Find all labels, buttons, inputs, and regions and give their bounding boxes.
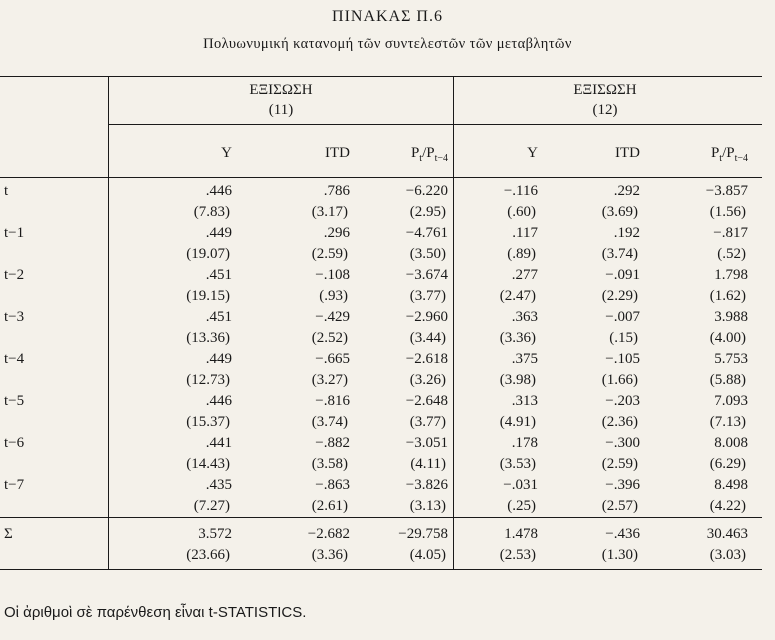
- bottom-rule: [0, 569, 762, 570]
- sum-row-coef-eq11-price: −29.758: [398, 526, 448, 542]
- table-row-6-tstat-eq11-itd: (3.58): [311, 456, 348, 472]
- table-row-5-coef-eq12-price: 7.093: [714, 393, 748, 409]
- table-row-1-coef-eq12-price: −.817: [713, 225, 748, 241]
- table-row-4-tstat-eq11-itd: (3.27): [311, 372, 348, 388]
- table-row-2-tstat-eq11-y: (19.15): [186, 288, 230, 304]
- sum-row-tstat-eq12-y: (2.53): [499, 547, 536, 563]
- column-header-eq12-price: $P_t/P_{t-4}$: [710, 145, 748, 164]
- column-header-eq11-itd: ITD: [325, 145, 350, 161]
- sum-row-tstat-eq11-price: (4.05): [409, 547, 446, 563]
- table-row-1-tstat-eq11-price: (3.50): [409, 246, 446, 262]
- table-row-6-coef-eq11-y: .441: [205, 435, 232, 451]
- table-row-3-coef-eq12-y: .363: [511, 309, 538, 325]
- table-row-4-tstat-eq11-y: (12.73): [186, 372, 230, 388]
- table-row-1-tstat-eq11-itd: (2.59): [311, 246, 348, 262]
- table-row-5-coef-eq12-itd: −.203: [605, 393, 640, 409]
- equation-12-header: [455, 80, 755, 120]
- table-row-5-coef-eq11-price: −2.648: [405, 393, 448, 409]
- table-row-1-tstat-eq12-y: (.89): [507, 246, 536, 262]
- table-row-0-coef-eq11-y: .446: [205, 183, 232, 199]
- table-row-7-coef-eq12-price: 8.498: [714, 477, 748, 493]
- table-row-2-tstat-eq11-price: (3.77): [409, 288, 446, 304]
- sum-row-tstat-eq12-price: (3.03): [709, 547, 746, 563]
- table-row-5-coef-eq11-itd: −.816: [315, 393, 350, 409]
- table-row-6-tstat-eq11-price: (4.11): [410, 456, 446, 472]
- table-row-2-coef-eq11-price: −3.674: [405, 267, 448, 283]
- table-row-2-tstat-eq12-itd: (2.29): [601, 288, 638, 304]
- table-row-2-coef-eq11-y: .451: [205, 267, 232, 283]
- table-row-7-tstat-eq11-price: (3.13): [409, 498, 446, 514]
- table-row-3-coef-eq11-itd: −.429: [315, 309, 350, 325]
- sum-row-tstat-eq12-itd: (1.30): [601, 547, 638, 563]
- table-row-7-label: t−7: [4, 477, 25, 493]
- table-row-3-tstat-eq11-price: (3.44): [409, 330, 446, 346]
- table-row-6-tstat-eq11-y: (14.43): [186, 456, 230, 472]
- table-row-4-tstat-eq12-itd: (1.66): [601, 372, 638, 388]
- sum-row-coef-eq11-itd: −2.682: [307, 526, 350, 542]
- table-row-5-coef-eq12-y: .313: [511, 393, 538, 409]
- table-row-1-coef-eq11-price: −4.761: [405, 225, 448, 241]
- table-row-7-tstat-eq11-y: (7.27): [193, 498, 230, 514]
- stub-divider: [108, 77, 109, 569]
- table-row-5-tstat-eq11-itd: (3.74): [311, 414, 348, 430]
- sum-row-tstat-eq11-itd: (3.36): [311, 547, 348, 563]
- sum-row-coef-eq12-y: 1.478: [504, 526, 538, 542]
- table-row-6-coef-eq12-price: 8.008: [714, 435, 748, 451]
- table-row-6-coef-eq11-itd: −.882: [315, 435, 350, 451]
- table-row-7-coef-eq11-itd: −.863: [315, 477, 350, 493]
- table-row-2-tstat-eq11-itd: (.93): [319, 288, 348, 304]
- table-row-0-coef-eq12-price: −3.857: [705, 183, 748, 199]
- table-row-4-coef-eq12-itd: −.105: [605, 351, 640, 367]
- table-row-6-tstat-eq12-price: (6.29): [709, 456, 746, 472]
- table-row-6-label: t−6: [4, 435, 25, 451]
- table-row-4-coef-eq12-price: 5.753: [714, 351, 748, 367]
- table-row-3-tstat-eq11-itd: (2.52): [311, 330, 348, 346]
- table-row-1-tstat-eq12-itd: (3.74): [601, 246, 638, 262]
- table-row-6-coef-eq12-y: .178: [511, 435, 538, 451]
- table-row-4-tstat-eq11-price: (3.26): [409, 372, 446, 388]
- sum-row-coef-eq12-itd: −.436: [605, 526, 640, 542]
- sum-row-tstat-eq11-y: (23.66): [186, 547, 230, 563]
- table-row-7-tstat-eq12-itd: (2.57): [601, 498, 638, 514]
- table-row-7-tstat-eq11-itd: (2.61): [311, 498, 348, 514]
- table-row-0-tstat-eq11-itd: (3.17): [311, 204, 348, 220]
- table-row-5-tstat-eq12-itd: (2.36): [601, 414, 638, 430]
- table-row-4-tstat-eq12-y: (3.98): [499, 372, 536, 388]
- table-row-7-coef-eq12-y: −.031: [503, 477, 538, 493]
- table-row-5-tstat-eq11-y: (15.37): [186, 414, 230, 430]
- header-rule: [0, 177, 762, 178]
- table-row-2-tstat-eq12-y: (2.47): [499, 288, 536, 304]
- table-row-3-coef-eq12-price: 3.988: [714, 309, 748, 325]
- equation-12-number: (12): [592, 102, 618, 118]
- column-header-eq11-price: $P_t/P_{t-4}$: [410, 145, 448, 164]
- table-row-4-coef-eq11-itd: −.665: [315, 351, 350, 367]
- table-row-5-label: t−5: [4, 393, 25, 409]
- header-underline: [108, 124, 762, 125]
- sum-row-label: Σ: [4, 526, 13, 542]
- table-row-0-tstat-eq12-y: (.60): [507, 204, 536, 220]
- table-row-6-coef-eq12-itd: −.300: [605, 435, 640, 451]
- footnote: Οἱ ἀριθμοὶ σὲ παρένθεση εἶναι t-STATISTICS.: [4, 604, 307, 621]
- table-row-5-tstat-eq11-price: (3.77): [409, 414, 446, 430]
- table-row-2-label: t−2: [4, 267, 25, 283]
- table-row-1-coef-eq12-itd: .192: [613, 225, 640, 241]
- table-row-0-tstat-eq11-y: (7.83): [193, 204, 230, 220]
- table-row-2-tstat-eq12-price: (1.62): [709, 288, 746, 304]
- table-row-5-tstat-eq12-y: (4.91): [499, 414, 536, 430]
- table-row-0-tstat-eq12-itd: (3.69): [601, 204, 638, 220]
- table-row-3-tstat-eq11-y: (13.36): [186, 330, 230, 346]
- table-row-2-coef-eq12-y: .277: [511, 267, 538, 283]
- table-title: ΠΙΝΑΚΑΣ Π.6: [332, 8, 443, 25]
- table-row-5-coef-eq11-y: .446: [205, 393, 232, 409]
- column-header-eq12-y: Y: [527, 145, 538, 161]
- table-row-0-coef-eq12-y: −.116: [503, 183, 538, 199]
- table-row-4-coef-eq11-y: .449: [205, 351, 232, 367]
- table-row-4-coef-eq11-price: −2.618: [405, 351, 448, 367]
- table-row-4-label: t−4: [4, 351, 25, 367]
- column-header-eq12-itd: ITD: [615, 145, 640, 161]
- table-row-0-coef-eq11-itd: .786: [323, 183, 350, 199]
- table-row-7-coef-eq11-price: −3.826: [405, 477, 448, 493]
- table-row-3-tstat-eq12-y: (3.36): [499, 330, 536, 346]
- table-row-2-coef-eq12-itd: −.091: [605, 267, 640, 283]
- top-rule: [0, 76, 762, 77]
- table-row-0-coef-eq12-itd: .292: [613, 183, 640, 199]
- table-row-5-tstat-eq12-price: (7.13): [709, 414, 746, 430]
- table-row-1-tstat-eq11-y: (19.07): [186, 246, 230, 262]
- column-header-eq11-y: Y: [221, 145, 232, 161]
- table-row-4-tstat-eq12-price: (5.88): [709, 372, 746, 388]
- sum-row-coef-eq12-price: 30.463: [706, 526, 748, 542]
- table-row-2-coef-eq12-price: 1.798: [714, 267, 748, 283]
- table-row-7-coef-eq11-y: .435: [205, 477, 232, 493]
- table-row-0-tstat-eq12-price: (1.56): [709, 204, 746, 220]
- table-row-1-coef-eq11-itd: .296: [323, 225, 350, 241]
- table-row-0-label: t: [4, 183, 9, 199]
- table-row-1-tstat-eq12-price: (.52): [717, 246, 746, 262]
- sum-row-coef-eq11-y: 3.572: [198, 526, 232, 542]
- table-row-1-coef-eq11-y: .449: [205, 225, 232, 241]
- table-row-3-coef-eq11-price: −2.960: [405, 309, 448, 325]
- table-row-1-label: t−1: [4, 225, 25, 241]
- table-row-6-tstat-eq12-itd: (2.59): [601, 456, 638, 472]
- table-row-1-coef-eq12-y: .117: [512, 225, 538, 241]
- table-row-6-tstat-eq12-y: (3.53): [499, 456, 536, 472]
- equation-11-label: ΕΞΙΣΩΣΗ: [249, 82, 313, 98]
- sum-rule: [0, 517, 762, 518]
- table-row-3-coef-eq12-itd: −.007: [605, 309, 640, 325]
- table-row-0-coef-eq11-price: −6.220: [405, 183, 448, 199]
- table-row-7-tstat-eq12-y: (.25): [507, 498, 536, 514]
- equation-divider: [453, 77, 454, 569]
- table-row-3-tstat-eq12-price: (4.00): [709, 330, 746, 346]
- table-row-3-tstat-eq12-itd: (.15): [609, 330, 638, 346]
- table-row-0-tstat-eq11-price: (2.95): [409, 204, 446, 220]
- table-row-4-coef-eq12-y: .375: [511, 351, 538, 367]
- equation-11-header: [110, 80, 452, 120]
- table-row-3-coef-eq11-y: .451: [205, 309, 232, 325]
- table-row-2-coef-eq11-itd: −.108: [315, 267, 350, 283]
- table-subtitle: Πολυωνυμική κατανομή τῶν συντελεστῶν τῶν μεταβλητῶν: [203, 36, 572, 52]
- table-row-7-tstat-eq12-price: (4.22): [709, 498, 746, 514]
- table-row-7-coef-eq12-itd: −.396: [605, 477, 640, 493]
- table-row-6-coef-eq11-price: −3.051: [405, 435, 448, 451]
- table-row-3-label: t−3: [4, 309, 25, 325]
- equation-12-label: ΕΞΙΣΩΣΗ: [573, 82, 637, 98]
- equation-11-number: (11): [268, 102, 294, 118]
